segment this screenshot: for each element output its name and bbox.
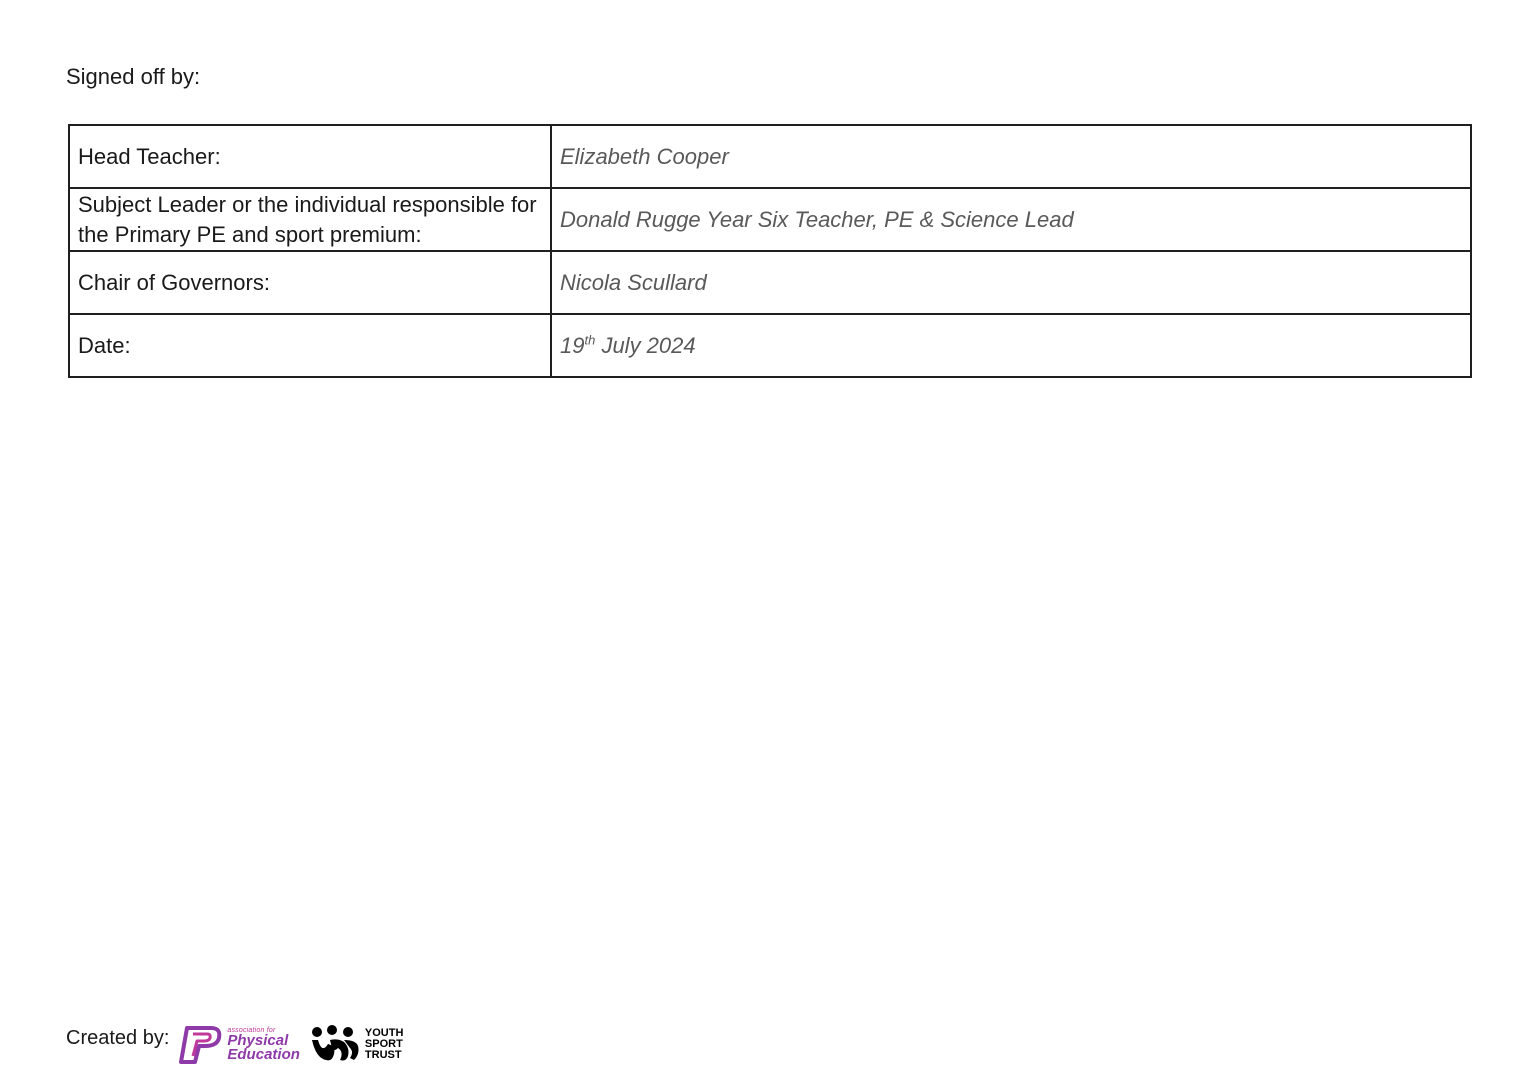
yst-line2: SPORT	[364, 1037, 403, 1050]
head-teacher-label: Head Teacher:	[69, 125, 551, 188]
date-day: 19	[560, 332, 585, 358]
footer	[66, 1020, 403, 1068]
yst-line3: TRUST	[364, 1048, 402, 1061]
chair-of-governors-label: Chair of Governors:	[69, 251, 551, 314]
afpe-line2: Education	[227, 1045, 300, 1063]
date-label: Date:	[69, 314, 551, 377]
created-by-label: Created by:	[66, 1026, 170, 1049]
afpe-line1: Physical	[227, 1031, 289, 1049]
date-value	[551, 314, 1471, 377]
afpe-mark-icon	[177, 1024, 225, 1064]
yst-line1: YOUTH	[364, 1026, 404, 1039]
afpe-logo	[177, 1024, 300, 1064]
date-rest: July 2024	[595, 332, 696, 358]
chair-of-governors-value: Nicola Scullard	[551, 251, 1471, 314]
table-row	[69, 125, 1471, 188]
afpe-small-text: association for	[227, 1026, 276, 1034]
yst-figures-icon	[310, 1024, 362, 1064]
afpe-wordmark	[227, 1027, 300, 1062]
table-row	[69, 188, 1471, 251]
date-suffix: th	[584, 332, 596, 348]
subject-leader-label: Subject Leader or the individual responsible for the Primary PE and sport premium:	[69, 188, 551, 251]
signoff-table	[68, 124, 1472, 378]
yst-wordmark	[365, 1028, 404, 1061]
subject-leader-value: Donald Rugge Year Six Teacher, PE & Science Lead	[551, 188, 1471, 251]
table-row	[69, 251, 1471, 314]
yst-logo	[310, 1024, 404, 1064]
signed-off-heading: Signed off by:	[66, 64, 201, 89]
head-teacher-value: Elizabeth Cooper	[551, 125, 1471, 188]
table-row	[69, 314, 1471, 377]
